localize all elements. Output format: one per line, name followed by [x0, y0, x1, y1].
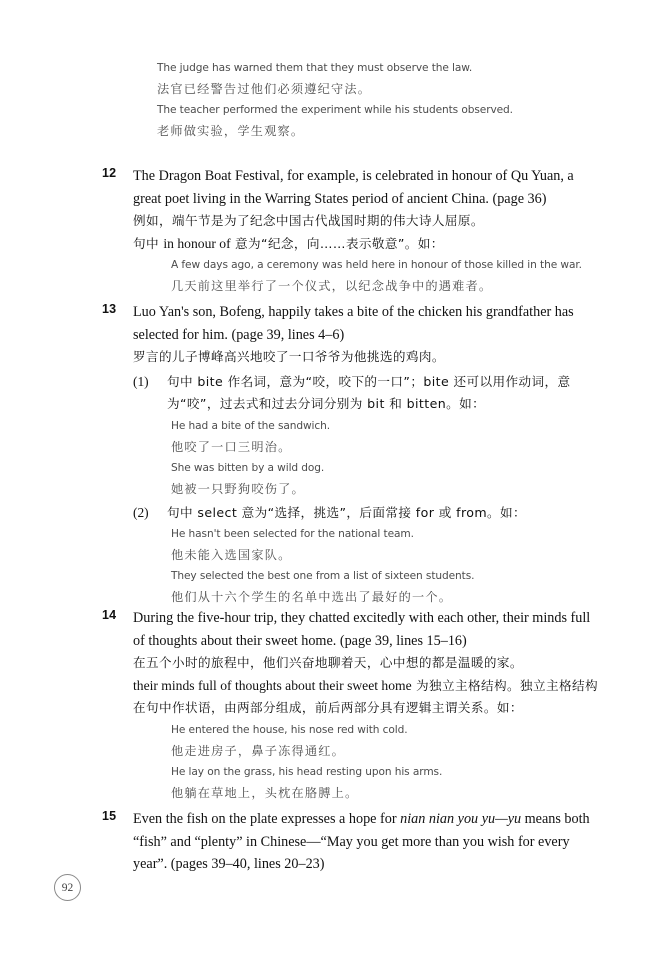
entry-body	[133, 301, 602, 608]
example-english: He had a bite of the sandwich.	[171, 419, 331, 432]
subitem-label: (1)	[133, 373, 149, 389]
subitem-1	[133, 371, 602, 500]
subitem-body	[167, 371, 602, 500]
top-continuation-block	[157, 58, 587, 142]
note-suffix: 意为“纪念，向……表示敬意”。如：	[235, 235, 444, 251]
example-english: He entered the house, his nose red with cold.	[171, 723, 408, 736]
entry-14	[102, 607, 602, 804]
entry-headword-english	[133, 808, 602, 876]
note-prefix: 句中	[133, 235, 159, 251]
example-english: A few days ago, a ceremony was held here in honour of those killed in the war.	[171, 259, 582, 271]
note-english-phrase: their minds full of thoughts about their sweet home	[133, 677, 412, 693]
example-chinese: 法官已经警告过他们必须遵纪守法。	[157, 82, 372, 96]
subitem-2	[133, 502, 602, 609]
entry-headword-english: During the five-hour trip, they chatted excitedly with each other, their minds full of thoughts about their sweet home. (page 39, lines 15–16)	[133, 610, 591, 649]
example-group	[171, 255, 602, 297]
entry-number: 15	[102, 809, 117, 823]
note-suffix: 为独立主格结构。独立主格结构在句中作状语，由两部分组成，前后两部分具有逻辑主谓关系。如：	[133, 677, 598, 715]
note-english-phrase: in honour of	[163, 235, 231, 251]
example-english: She was bitten by a wild dog.	[171, 461, 325, 474]
entry-headword-chinese: 在五个小时的旅程中，他们兴奋地聊着天，心中想的都是温暖的家。	[133, 655, 523, 670]
example-group	[171, 416, 602, 500]
entry-body	[133, 165, 602, 297]
headword-part-after: means both “fish” and “plenty” in Chinese—“May you get more than you wish for every year”. (pages 39–40, lines 20–23)	[133, 811, 590, 872]
entry-15	[102, 808, 602, 876]
entry-headword-english: The Dragon Boat Festival, for example, is celebrated in honour of Qu Yuan, a great poet living in the Warring States period of ancient China. (page 36)	[133, 168, 574, 207]
example-english: The judge has warned them that they must observe the law.	[157, 62, 473, 74]
entry-number: 13	[102, 302, 117, 316]
example-group	[171, 524, 602, 608]
example-chinese: 几天前这里举行了一个仪式，以纪念战争中的遇难者。	[171, 279, 493, 293]
subitem-body	[167, 502, 602, 609]
example-chinese: 他走进房子，鼻子冻得通红。	[171, 743, 346, 758]
example-chinese: 他们从十六个学生的名单中选出了最好的一个。	[171, 590, 453, 604]
headword-part-before: Even the fish on the plate expresses a hope for	[133, 811, 401, 827]
example-chinese: 他未能入选国家队。	[171, 548, 292, 562]
example-chinese: 老师做实验，学生观察。	[157, 124, 305, 138]
example-english: He lay on the grass, his head resting upon his arms.	[171, 765, 443, 778]
page-number: 92	[54, 874, 81, 901]
example-chinese: 她被一只野狗咬伤了。	[171, 481, 305, 496]
entry-headword-english: Luo Yan's son, Bofeng, happily takes a bite of the chicken his grandfather has selected for him. (page 39, lines 4–6)	[133, 304, 574, 343]
entry-body	[133, 607, 602, 804]
entry-body	[133, 808, 602, 876]
example-chinese: 他躺在草地上，头枕在胳膊上。	[171, 785, 359, 800]
subitem-note: 句中 select 意为“选择，挑选”，后面常接 for 或 from。如：	[167, 504, 526, 520]
entry-note	[133, 233, 602, 256]
entry-13	[102, 301, 602, 608]
example-group	[171, 720, 602, 804]
example-english: The teacher performed the experiment while his students observed.	[157, 104, 513, 116]
example-english: He hasn't been selected for the national team.	[171, 528, 414, 540]
entry-number: 14	[102, 608, 117, 622]
entry-headword-chinese: 罗言的儿子博峰高兴地咬了一口爷爷为他挑选的鸡肉。	[133, 349, 445, 364]
entry-headword-chinese: 例如，端午节是为了纪念中国古代战国时期的伟大诗人屈原。	[133, 213, 484, 228]
example-chinese: 他咬了一口三明治。	[171, 439, 292, 454]
entry-12	[102, 165, 602, 297]
headword-italic-phrase: nian nian you yu—yu	[400, 811, 522, 827]
subitem-label: (2)	[133, 504, 149, 520]
subitem-note: 句中 bite 作名词，意为“咬，咬下的一口”；bite 还可以用作动词，意为“咬”，过去式和过去分词分别为 bit 和 bitten。如：	[167, 373, 571, 411]
entry-number: 12	[102, 166, 117, 180]
entry-note	[133, 675, 602, 720]
example-english: They selected the best one from a list of sixteen students.	[171, 570, 475, 582]
